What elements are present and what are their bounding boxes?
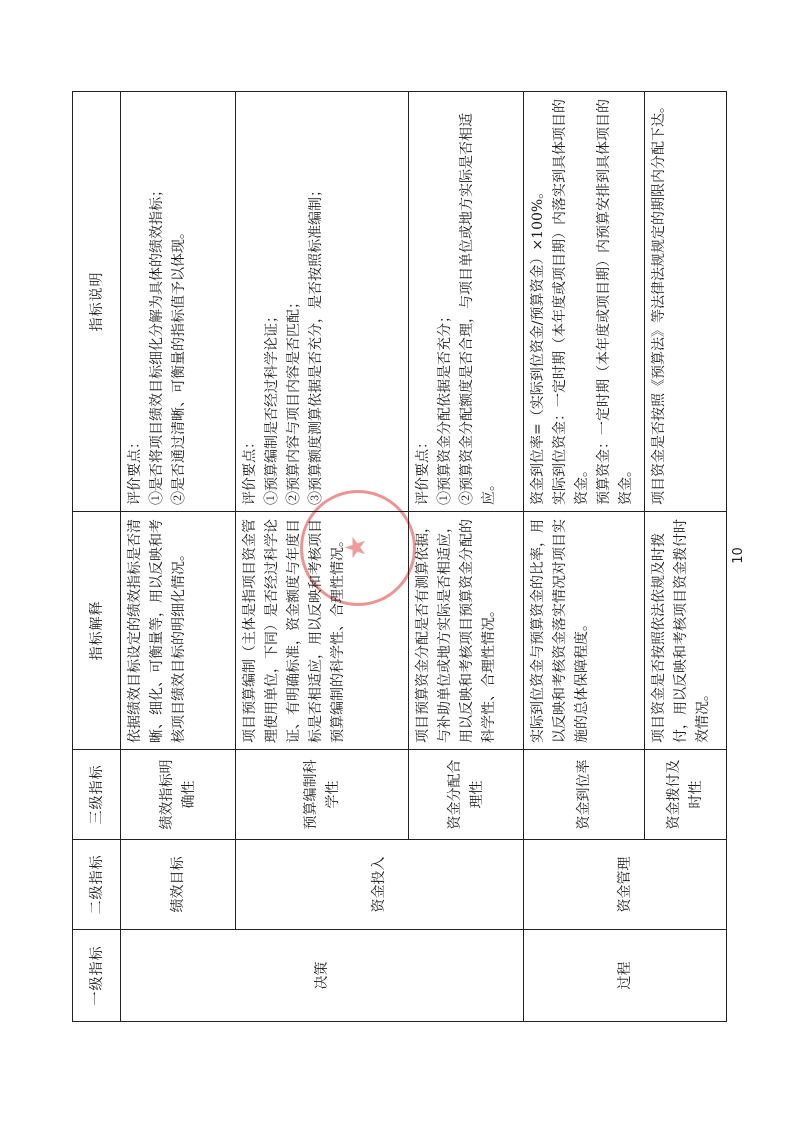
level1-process: 过程 [523, 930, 726, 1022]
level3-cell: 预算编制科学性 [236, 750, 408, 840]
note-line: 资金到位率=（实际到位资金/预算资金）×100%。 [529, 184, 546, 505]
level3-cell: 资金到位率 [523, 750, 644, 840]
notes-cell [121, 92, 236, 512]
indicator-table [72, 91, 727, 1022]
table-row [236, 92, 408, 1022]
table-header-row [73, 92, 121, 1022]
note-line: ②预算资金分配额度是否合理，与项目单位或地方实际是否相适应。 [458, 113, 497, 505]
table-row [523, 92, 644, 1022]
level2-cell: 绩效目标 [121, 840, 236, 930]
explain-cell: 项目预算编制（主体是指项目资金管理使用单位，下同）是否经过科学论证、有明确标准，资金额度与年度目标是否相适应，用以反映和考核项目预算编制的科学性、合理性情况。 [236, 512, 408, 750]
explain-cell: 实际到位资金与预算资金的比率，用以反映和考核资金落实情况对项目实施的总体保障程度。 [523, 512, 644, 750]
note-line: 评价要点： [127, 435, 144, 505]
note-line: 实际到位资金：一定时期（本年度或项目期）内落实到具体项目的资金。 [551, 99, 590, 505]
header-level2: 二级指标 [73, 840, 121, 930]
header-level3: 三级指标 [73, 750, 121, 840]
note-line: ③预算额度测算依据是否充分，是否按照标准编制； [308, 183, 325, 505]
notes-cell [644, 92, 726, 512]
level3-cell: 资金拨付及时性 [644, 750, 726, 840]
explain-cell: 项目资金是否按照依法依规及时拨付，用以反映和考核项目资金拨付时效情况。 [644, 512, 726, 750]
notes-cell [236, 92, 408, 512]
note-line: 预算资金：一定时期（本年度或项目期）内预算安排到具体项目的资金。 [595, 99, 634, 505]
level2-cell: 资金管理 [523, 840, 726, 930]
header-explain: 指标解释 [73, 512, 121, 750]
explain-cell: 依据绩效目标设定的绩效指标是否清晰、细化、可衡量等，用以反映和考核项目绩效目标的明细化情况。 [121, 512, 236, 750]
header-level1: 一级指标 [73, 930, 121, 1022]
table-row [121, 92, 236, 1022]
note-line: ①预算编制是否经过科学论证； [264, 309, 281, 505]
level1-decision: 决策 [121, 930, 523, 1022]
note-line: 项目资金是否按照《预算法》等法律法规规定的期限内分配下达。 [650, 99, 667, 505]
note-line: 评价要点： [242, 435, 259, 505]
note-line: ②预算内容与项目内容是否匹配； [286, 295, 303, 505]
page-number: 10 [730, 547, 746, 564]
note-line: ①预算资金分配依据是否充分； [436, 309, 453, 505]
notes-cell [523, 92, 644, 512]
note-line: ①是否将项目绩效目标细化分解为具体的绩效指标； [149, 183, 166, 505]
notes-cell [408, 92, 523, 512]
note-line: 评价要点： [414, 435, 431, 505]
level3-cell: 资金分配合理性 [408, 750, 523, 840]
rotated-table-frame [72, 92, 727, 1022]
seal-star-icon: ★ [339, 534, 373, 561]
header-notes: 指标说明 [73, 92, 121, 512]
note-line: ②是否通过清晰、可衡量的指标值予以体现。 [171, 225, 188, 505]
level3-cell: 绩效指标明确性 [121, 750, 236, 840]
explain-cell: 项目预算资金分配是否有测算依据，与补助单位或地方实际是否相适应，用以反映和考核项目预算资金分配的科学性、合理性情况。 [408, 512, 523, 750]
level2-cell: 资金投入 [236, 840, 523, 930]
